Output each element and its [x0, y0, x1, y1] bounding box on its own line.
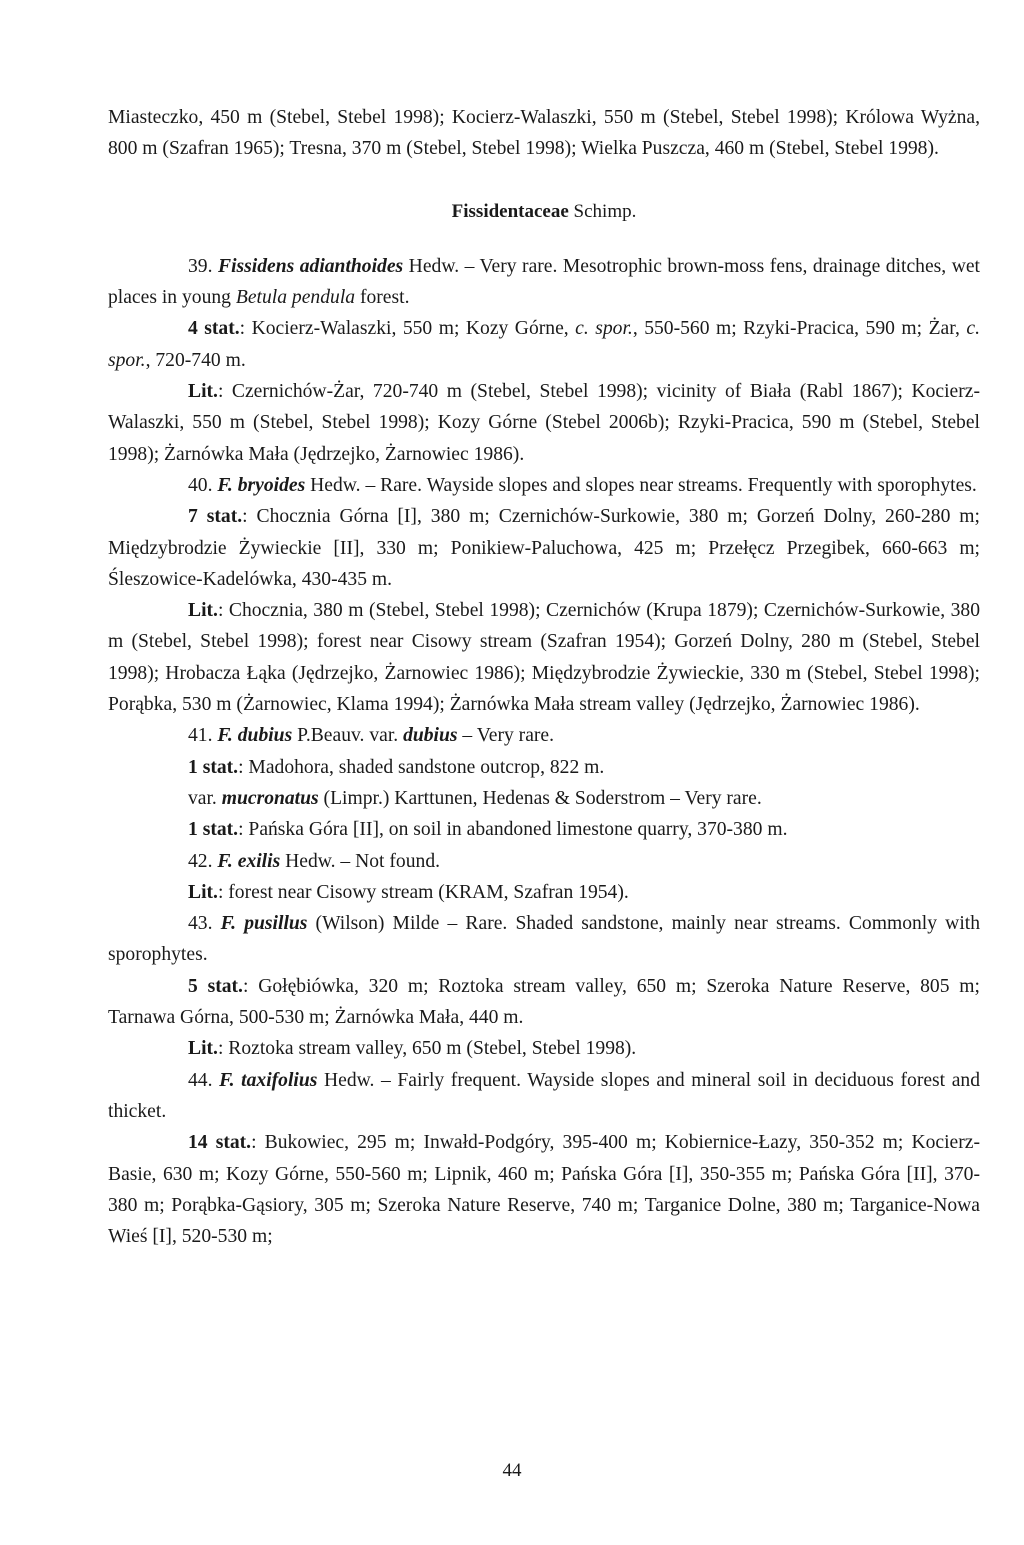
- family-name: Fissidentaceae: [451, 200, 569, 222]
- species-44-stations: [108, 1127, 980, 1252]
- stations-text: , 720-740 m.: [145, 349, 246, 371]
- literature-label: Lit.: [188, 1038, 218, 1060]
- species-name: Fissidens adianthoides: [218, 255, 404, 277]
- species-name: exilis: [237, 850, 281, 872]
- intro-paragraph: Miasteczko, 450 m (Stebel, Stebel 1998); Kocierz-Walaszki, 550 m (Stebel, Stebel 1998); Królowa Wyżna, 800 m (Szafran 1965); Tresna, 370 m (Stebel, Stebel 1998); Wielka Puszcza, 460 m (Stebel, Stebel 1998).: [108, 107, 980, 160]
- species-description: (Wilson) Milde – Rare. Shaded sandstone, mainly near streams. Commonly with sporophytes.: [108, 913, 981, 966]
- species-41-stations: [108, 752, 980, 783]
- stations-text: , 550-560 m; Rzyki-Pracica, 590 m; Żar,: [632, 318, 967, 340]
- genus-abbrev: F.: [217, 474, 233, 496]
- sporophyte-note: c. spor.: [108, 318, 980, 371]
- stations-text: : Chocznia Górna [I], 380 m; Czernichów-Surkowie, 380 m; Gorzeń Dolny, 260-280 m; Międzybrodzie Żywieckie [II], 330 m; Ponikiew-Paluchowa, 425 m; Przełęcz Przegibek, 660-663 m; Śleszowice-Kadelówka, 430-435 m.: [108, 506, 980, 590]
- variety-prefix: var.: [188, 787, 222, 809]
- stations-label: 1 stat.: [188, 756, 239, 778]
- literature-label: Lit.: [188, 600, 218, 622]
- literature-text: : Czernichów-Żar, 720-740 m (Stebel, Stebel 1998); vicinity of Biała (Rabl 1867); Kocierz-Walaszki, 550 m (Stebel, Stebel 1998); Kozy Górne (Stebel 2006b); Rzyki-Pracica, 590 m (Stebel, Stebel 1998); Żarnówka Mała (Jędrzejko, Żarnowiec 1986).: [108, 381, 980, 465]
- stations-label: 7 stat.: [188, 506, 243, 528]
- species-name: dubius: [237, 725, 293, 747]
- species-40-stations: [108, 501, 980, 595]
- species-description: Hedw. – Very rare. Mesotrophic brown-moss fens, drainage ditches, wet places in young: [108, 255, 980, 309]
- species-author: P.Beauv. var.: [292, 725, 404, 747]
- species-description: Hedw. – Rare. Wayside slopes and slopes near streams. Frequently with sporophytes.: [305, 474, 977, 496]
- family-author: Schimp.: [568, 200, 637, 222]
- species-number: 41.: [188, 725, 218, 747]
- variety-name: dubius: [403, 725, 458, 747]
- species-description-end: forest.: [355, 287, 410, 309]
- species-name: taxifolius: [241, 1069, 318, 1091]
- page-number: 44: [502, 1460, 522, 1481]
- species-description: – Very rare.: [457, 725, 555, 747]
- genus-abbrev: F.: [217, 850, 233, 872]
- species-44-entry: [108, 1065, 980, 1128]
- stations-text: : Pańska Góra [II], on soil in abandoned limestone quarry, 370-380 m.: [238, 819, 788, 841]
- species-description: Hedw. – Fairly frequent. Wayside slopes and mineral soil in deciduous forest and thicket.: [108, 1069, 980, 1122]
- stations-label: 4 stat.: [188, 318, 240, 340]
- species-42-entry: [108, 846, 980, 877]
- species-39-literature: [108, 376, 980, 470]
- literature-text: : forest near Cisowy stream (KRAM, Szafran 1954).: [217, 881, 629, 903]
- species-40-entry: [108, 470, 980, 501]
- species-43-stations: [108, 971, 980, 1034]
- stations-label: 14 stat.: [188, 1132, 252, 1154]
- literature-text: : Chocznia, 380 m (Stebel, Stebel 1998); Czernichów (Krupa 1879); Czernichów-Surkowie, 380 m (Stebel, Stebel 1998); forest near Cisowy stream (Szafran 1954); Gorzeń Dolny, 280 m (Stebel, Stebel 1998); Hrobacza Łąka (Jędrzejko, Żarnowiec 1986); Międzybrodzie Żywieckie, 330 m (Stebel, Stebel 1998); Porąbka, 530 m (Żarnowiec, Klama 1994); Żarnówka Mała stream valley (Jędrzejko, Żarnowiec 1986).: [108, 600, 980, 716]
- species-41-variety-stations: [108, 814, 980, 845]
- species-description: Hedw. – Not found.: [280, 850, 441, 872]
- literature-label: Lit.: [188, 381, 218, 403]
- species-41-variety-entry: [108, 783, 980, 814]
- species-43-entry: [108, 908, 980, 971]
- species-41-entry: [108, 720, 980, 751]
- stations-label: 1 stat.: [188, 819, 239, 841]
- species-39-stations: [108, 313, 980, 376]
- species-number: 40.: [188, 474, 218, 496]
- species-40-literature: [108, 595, 980, 720]
- species-39-entry: [108, 251, 980, 314]
- stations-text: : Kocierz-Walaszki, 550 m; Kozy Górne,: [239, 318, 576, 340]
- species-number: 39.: [188, 255, 218, 277]
- stations-text: : Gołębiówka, 320 m; Roztoka stream valley, 650 m; Szeroka Nature Reserve, 805 m; Tarnawa Górna, 500-530 m; Żarnówka Mała, 440 m.: [108, 975, 980, 1029]
- stations-text: : Bukowiec, 295 m; Inwałd-Podgóry, 395-400 m; Kobiernice-Łazy, 350-352 m; Kocierz-Basie, 630 m; Kozy Górne, 550-560 m; Lipnik, 460 m; Pańska Góra [I], 350-355 m; Pańska Góra [II], 370-380 m; Porąbka-Gąsiory, 305 m; Szeroka Nature Reserve, 740 m; Targanice Dolne, 380 m; Targanice-Nowa Wieś [I], 520-530 m;: [108, 1132, 980, 1248]
- variety-description: (Limpr.) Karttunen, Hedenas & Soderstrom – Very rare.: [318, 787, 762, 809]
- literature-label: Lit.: [188, 881, 218, 903]
- species-number: 42.: [188, 850, 218, 872]
- stations-label: 5 stat.: [188, 975, 243, 997]
- sporophyte-note: c. spor.: [575, 318, 633, 340]
- genus-abbrev: F.: [220, 913, 237, 935]
- variety-name: mucronatus: [221, 787, 319, 809]
- species-number: 43.: [188, 913, 221, 935]
- species-name: pusillus: [244, 913, 308, 935]
- species-42-literature: [108, 877, 980, 908]
- family-heading: [108, 196, 980, 227]
- species-number: 44.: [188, 1069, 220, 1091]
- literature-text: : Roztoka stream valley, 650 m (Stebel, Stebel 1998).: [217, 1038, 637, 1060]
- host-taxon: Betula pendula: [235, 287, 356, 309]
- stations-text: : Madohora, shaded sandstone outcrop, 822 m.: [238, 756, 605, 778]
- genus-abbrev: F.: [217, 725, 233, 747]
- species-43-literature: [108, 1033, 980, 1064]
- species-name: bryoides: [237, 474, 306, 496]
- genus-abbrev: F.: [219, 1069, 235, 1091]
